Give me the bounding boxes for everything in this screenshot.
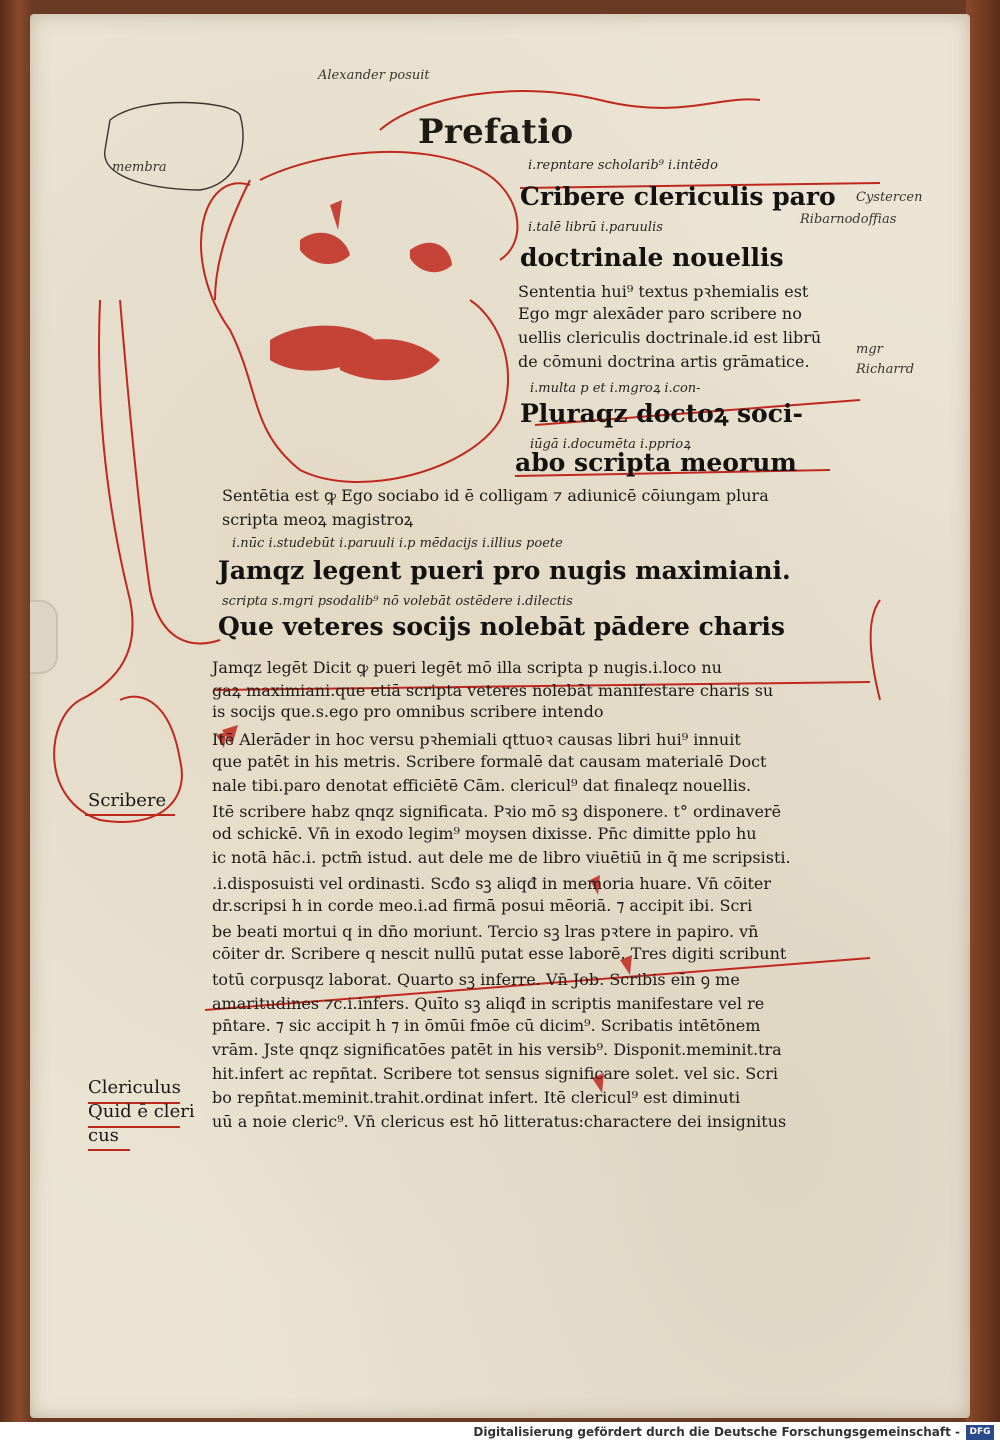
handnote-right-3: mgr (856, 342, 883, 357)
commentary-c-4: Itē Alerāder in hoc versu pꝛhemiali qttuoꝛ causas libri hui⁹ innuit (212, 730, 741, 749)
footer-bar (0, 1422, 1000, 1444)
handnote-right-1: Cystercen (856, 190, 923, 205)
margin-scribere: Scribere (88, 790, 167, 811)
commentary-a-1: Sententia hui⁹ textus pꝛhemialis est (518, 282, 809, 301)
commentary-c-13: cōiter dr. Scribere q nescit nullū putat esse laborē. Tres digiti scribunt (212, 944, 787, 963)
commentary-c-16: pn̄tare. ⁊ sic accipit h ⁊ in ōmūi fmōe cū dicim⁹. Scribatis intētōnem (212, 1016, 761, 1035)
gloss-5: i.nūc i.studebūt i.paruuli i.p mēdacijs i.illius poete (232, 536, 563, 551)
verse-6: Que veteres socijs nolebāt pādere charis (218, 612, 785, 641)
gloss-1: i.repntare scholarib⁹ i.intēdo (528, 158, 718, 173)
gloss-4: iūgā i.documēta i.pprioꝝ (530, 437, 691, 452)
commentary-c-3: is socijs que.s.ego pro omnibus scribere intendo (212, 702, 604, 721)
verse-3: Pluraqz doctoꝝ soci- (520, 399, 803, 428)
gloss-2: i.talē librū i.paruulis (528, 220, 663, 235)
commentary-c-1: Jamqz legēt Dicit ꝙ pueri legēt mō illa scripta p nugis.i.loco nu (212, 658, 722, 677)
handnote-left: membra (112, 160, 167, 175)
commentary-c-6: nale tibi.paro denotat efficiētē Cām. clericul⁹ dat finaleqz nouellis. (212, 776, 752, 795)
commentary-c-12: be beati mortui q in dn̄o moriunt. Tercio sꝫ lras pꝛtere in papiro. vn̄ (212, 922, 759, 941)
commentary-c-5: que patēt in his metris. Scribere formalē dat causam materialē Doct (212, 752, 767, 771)
funding-credit: Digitalisierung gefördert durch die Deutsche Forschungsgemeinschaft - (473, 1425, 960, 1439)
commentary-a-2: Ego mgr alexāder paro scribere no (518, 304, 802, 323)
commentary-c-8: od schickē. Vn̄ in exodo legim⁹ moysen dixisse. Pn̄c dimitte pplo hu (212, 824, 757, 843)
commentary-c-11: dr.scripsi h in corde meo.i.ad firmā posui mēoriā. ⁊ accipit ibi. Scri (212, 896, 753, 915)
verse-4: abo scripta meorum (515, 448, 797, 477)
commentary-b-2: scripta meoꝝ magistroꝝ (222, 510, 414, 529)
commentary-c-2: gaꝝ maximiani.que etiā scripta veteres nolebāt manifestare charis su (212, 681, 774, 700)
commentary-c-7: Itē scribere habz qnqz significata. Pꝛio mō sꝫ disponere. t° ordinaverē (212, 802, 782, 821)
commentary-c-20: uū a noie cleric⁹. Vn̄ clericus est hō litteratus:charactere dei insignitus (212, 1112, 787, 1131)
margin-clericulus-2: Quid ē cleri (88, 1101, 195, 1122)
commentary-c-9: ic notā hāc.i. pctm̄ istud. aut dele me de libro viuētiū in q̄ me scripsisti. (212, 848, 791, 867)
verse-5: Jamqz legent pueri pro nugis maximiani. (218, 556, 791, 585)
commentary-a-4: de cōmuni doctrina artis grāmatice. (518, 352, 810, 371)
gloss-3: i.multa p et i.mgroꝝ i.con- (530, 381, 701, 396)
handnote-right-4: Richarrd (856, 362, 915, 377)
dfg-logo: DFG (966, 1425, 994, 1440)
handnote-top: Alexander posuit (318, 68, 430, 83)
commentary-b-1: Sentētia est ꝙ Ego sociabo id ē colligam ⁊ adiunicē cōiungam plura (222, 486, 769, 505)
commentary-c-15: amaritudines ⁊c.i.infers. Quīto sꝫ aliqđ in scriptis manifestare vel re (212, 994, 765, 1013)
page-title: Prefatio (418, 112, 574, 152)
verse-2: doctrinale nouellis (520, 243, 784, 272)
commentary-c-17: vrām. Jste qnqz significatōes patēt in his versib⁹. Disponit.meminit.tra (212, 1040, 782, 1059)
commentary-c-19: bo repn̄tat.meminit.trahit.ordinat infert. Itē clericul⁹ est diminuti (212, 1088, 741, 1107)
commentary-c-10: .i.disposuisti vel ordinasti. Scđo sꝫ aliqđ in memoria huare. Vn̄ cōiter (212, 874, 772, 893)
commentary-c-14: totū corpusqz laborat. Quarto sꝫ inferre. Vn̄ Job. Scribis eīn ꝯ me (212, 970, 740, 989)
commentary-c-18: hit.infert ac repn̄tat. Scribere tot sensus significare solet. vel sic. Scri (212, 1064, 778, 1083)
gloss-6: scripta s.mgri psodalib⁹ nō volebāt ostēdere i.dilectis (222, 594, 573, 609)
handnote-right-2: Ribarnodoffias (800, 212, 897, 227)
margin-clericulus-1: Clericulus (88, 1077, 181, 1098)
commentary-a-3: uellis clericulis doctrinale.id est librū (518, 328, 822, 347)
margin-clericulus-3: cus (88, 1125, 119, 1146)
verse-1: Cribere clericulis paro (520, 182, 836, 211)
